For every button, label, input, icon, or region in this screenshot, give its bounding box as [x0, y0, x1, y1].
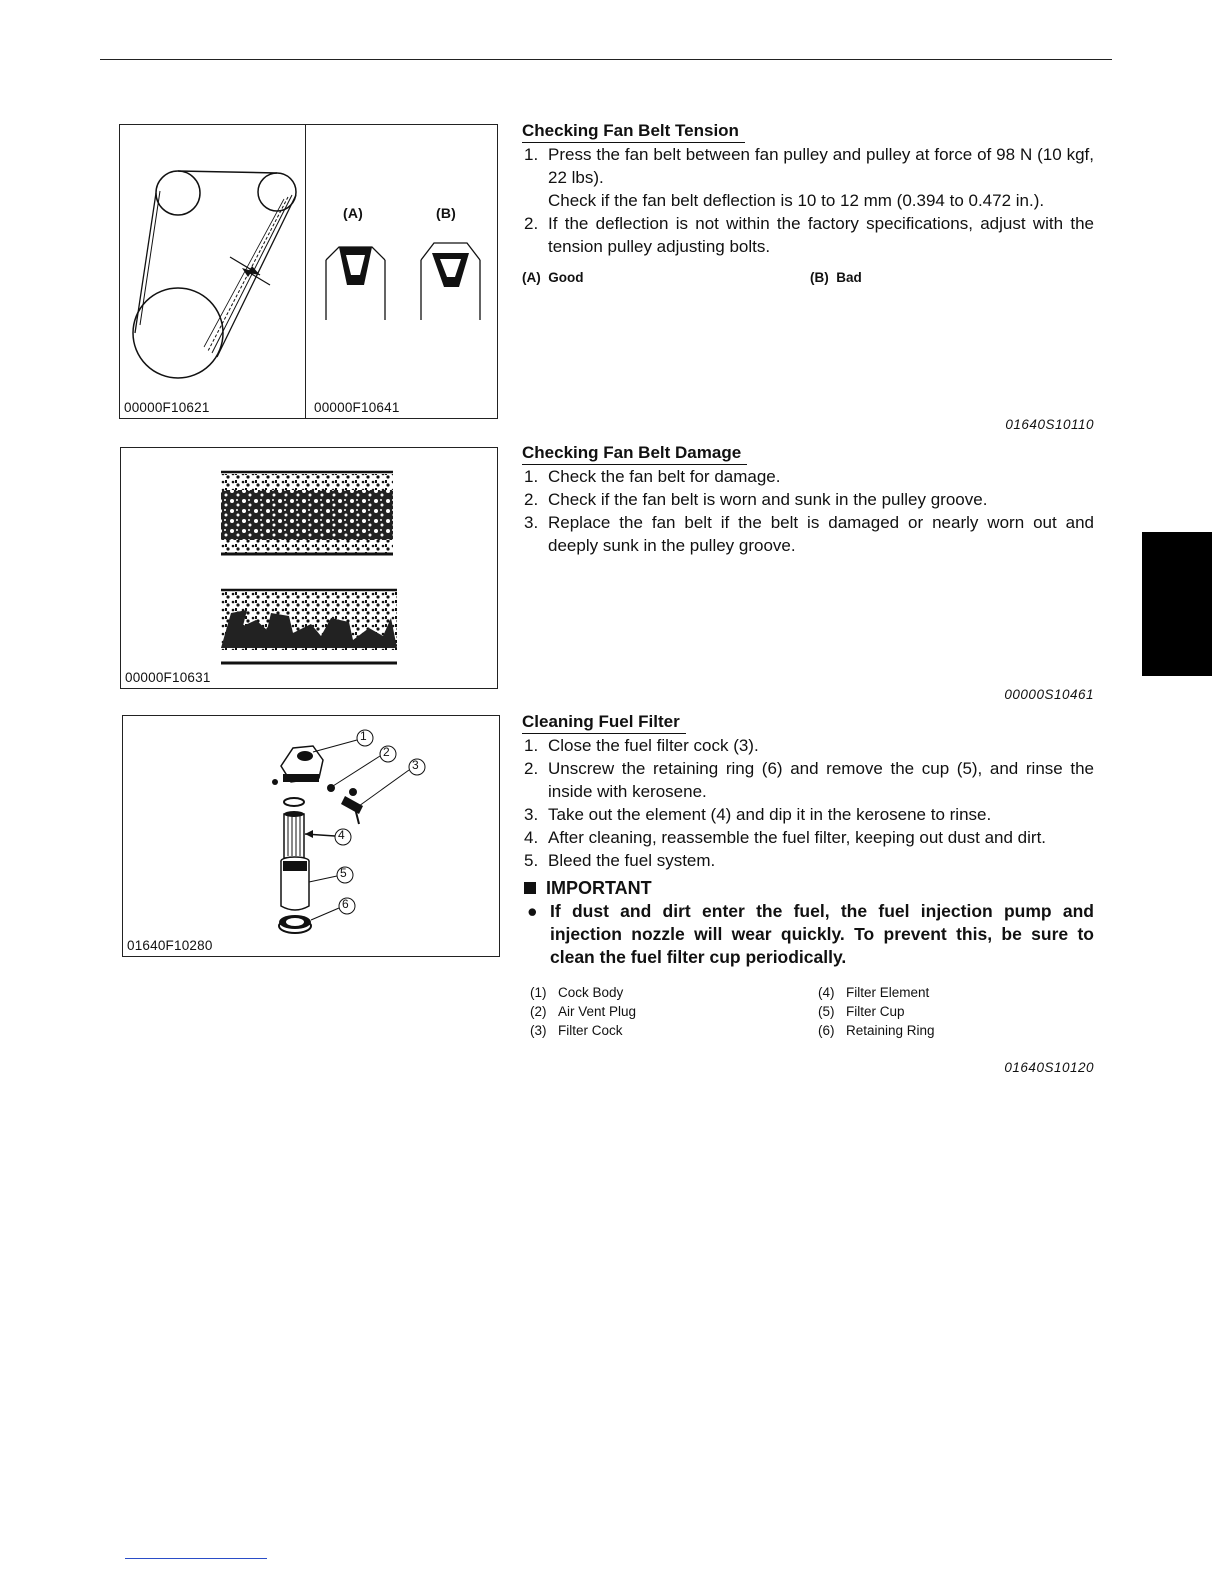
callout-3: 3: [412, 758, 419, 772]
figure-belt-diagram: [119, 124, 308, 419]
footer-link-rule: [125, 1558, 267, 1559]
section-fan-belt-damage: [522, 441, 1094, 703]
section-title: Cleaning Fuel Filter: [522, 710, 686, 734]
part-item: (1) Cock Body: [530, 985, 624, 1000]
list-item: 1. Check the fan belt for damage.: [524, 467, 781, 486]
parts-legend: [522, 983, 1094, 1040]
figure-code: 00000F10631: [125, 670, 211, 685]
steps-list: [522, 143, 1094, 258]
callout-6: 6: [342, 897, 349, 911]
belt-profile-drawing: [306, 125, 499, 420]
part-item: (5) Filter Cup: [818, 1004, 905, 1019]
section-tab-marker: [1142, 532, 1212, 676]
figure-belt-profile: [305, 124, 498, 419]
list-item: 2. If the deflection is not within the factory specifications, adjust with the tension pulley adjusting bolts.: [524, 214, 1094, 256]
callout-2: 2: [383, 745, 390, 759]
callout-1: 1: [360, 729, 367, 743]
list-item: 1. Close the fuel filter cock (3).: [524, 736, 759, 755]
belt-pulley-drawing: [120, 125, 309, 420]
list-item: 5. Bleed the fuel system.: [524, 851, 716, 870]
part-item: (4) Filter Element: [818, 985, 930, 1000]
section-cleaning-fuel-filter: [522, 710, 1094, 1080]
section-fan-belt-tension: [522, 119, 1094, 435]
list-item: 1. Press the fan belt between fan pulley and pulley at force of 98 N (10 kgf, 22 lbs).: [524, 145, 1094, 187]
square-bullet-icon: [524, 882, 536, 894]
steps-list: [522, 734, 1094, 872]
part-item: (2) Air Vent Plug: [530, 1004, 637, 1019]
part-item: (3) Filter Cock: [530, 1023, 623, 1038]
figure-code: 00000F10641: [314, 400, 400, 415]
steps-list: [522, 465, 1094, 557]
belt-profile-label-a: (A): [343, 205, 364, 221]
figure-belt-damage: [120, 447, 498, 689]
belt-profile-label-b: (B): [436, 205, 457, 221]
header-rule: [100, 59, 1112, 60]
section-title: Checking Fan Belt Tension: [522, 119, 745, 143]
step-note: Check if the fan belt deflection is 10 to 12 mm (0.394 to 0.472 in.).: [548, 191, 1045, 210]
reference-code: 01640S10110: [1005, 417, 1094, 432]
figure-fuel-filter: [122, 715, 500, 957]
reference-code: 00000S10461: [1004, 687, 1094, 702]
section-title: Checking Fan Belt Damage: [522, 441, 747, 465]
important-note: ● If dust and dirt enter the fuel, the fuel injection pump and injection nozzle will wear quickly. To prevent this, be sure to clean the fuel filter cup periodically.: [527, 901, 1094, 967]
reference-code: 01640S10120: [1004, 1060, 1094, 1075]
fuel-filter-drawing: [123, 716, 501, 958]
figure-legend: (A) Good (B) Bad: [522, 270, 862, 285]
list-item: 2. Unscrew the retaining ring (6) and remove the cup (5), and rinse the inside with kerosene.: [524, 759, 1094, 801]
figure-code: 00000F10621: [124, 400, 210, 415]
part-item: (6) Retaining Ring: [818, 1023, 935, 1038]
callout-4: 4: [338, 828, 345, 842]
important-heading: IMPORTANT: [522, 876, 1094, 900]
list-item: 4. After cleaning, reassemble the fuel filter, keeping out dust and dirt.: [524, 828, 1047, 847]
figure-code: 01640F10280: [127, 938, 213, 953]
list-item: 3. Take out the element (4) and dip it in the kerosene to rinse.: [524, 805, 992, 824]
belt-damage-drawing: [121, 448, 499, 690]
list-item: 2. Check if the fan belt is worn and sunk in the pulley groove.: [524, 490, 988, 509]
list-item: 3. Replace the fan belt if the belt is damaged or nearly worn out and deeply sunk in the pulley groove.: [524, 513, 1094, 555]
callout-5: 5: [340, 866, 347, 880]
bullet-dot-icon: ●: [527, 901, 538, 921]
